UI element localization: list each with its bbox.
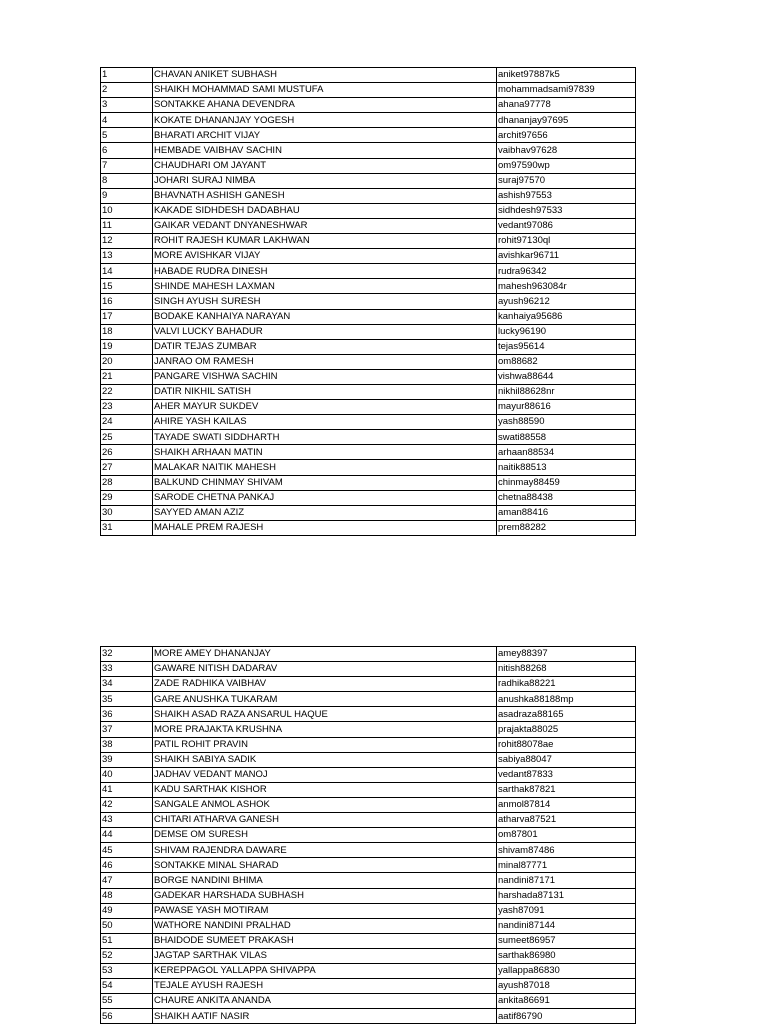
table-row <box>101 218 636 233</box>
student-table-1-body <box>101 68 636 536</box>
student-name-cell: BORGE NANDINI BHIMA <box>153 873 497 888</box>
table-row <box>101 722 636 737</box>
serial-number-cell: 30 <box>101 505 153 520</box>
student-name-cell: SANGALE ANMOL ASHOK <box>153 797 497 812</box>
serial-number-cell: 53 <box>101 963 153 978</box>
username-cell: kanhaiya95686 <box>497 309 636 324</box>
username-cell: prajakta88025 <box>497 722 636 737</box>
table-row <box>101 737 636 752</box>
student-name-cell: PATIL ROHIT PRAVIN <box>153 737 497 752</box>
username-cell: nandini87144 <box>497 918 636 933</box>
student-name-cell: MORE AVISHKAR VIJAY <box>153 249 497 264</box>
serial-number-cell: 56 <box>101 1009 153 1024</box>
serial-number-cell: 34 <box>101 677 153 692</box>
serial-number-cell: 7 <box>101 158 153 173</box>
student-name-cell: MALAKAR NAITIK MAHESH <box>153 460 497 475</box>
student-name-cell: JANRAO OM RAMESH <box>153 354 497 369</box>
table-row <box>101 460 636 475</box>
serial-number-cell: 15 <box>101 279 153 294</box>
serial-number-cell: 52 <box>101 948 153 963</box>
table-row <box>101 415 636 430</box>
username-cell: dhananjay97695 <box>497 113 636 128</box>
username-cell: aniket97887k5 <box>497 68 636 83</box>
username-cell: vishwa88644 <box>497 369 636 384</box>
username-cell: rohit88078ae <box>497 737 636 752</box>
serial-number-cell: 6 <box>101 143 153 158</box>
username-cell: chetna88438 <box>497 490 636 505</box>
serial-number-cell: 23 <box>101 400 153 415</box>
table-row <box>101 279 636 294</box>
username-cell: tejas95614 <box>497 339 636 354</box>
student-name-cell: BODAKE KANHAIYA NARAYAN <box>153 309 497 324</box>
student-table-2-body <box>101 647 636 1024</box>
username-cell: ankita86691 <box>497 994 636 1009</box>
username-cell: swati88558 <box>497 430 636 445</box>
student-name-cell: DEMSE OM SURESH <box>153 828 497 843</box>
student-name-cell: KAKADE SIDHDESH DADABHAU <box>153 203 497 218</box>
student-name-cell: SHAIKH MOHAMMAD SAMI MUSTUFA <box>153 83 497 98</box>
serial-number-cell: 20 <box>101 354 153 369</box>
student-name-cell: JAGTAP SARTHAK VILAS <box>153 948 497 963</box>
table-row <box>101 249 636 264</box>
serial-number-cell: 24 <box>101 415 153 430</box>
username-cell: yash88590 <box>497 415 636 430</box>
serial-number-cell: 27 <box>101 460 153 475</box>
student-name-cell: AHER MAYUR SUKDEV <box>153 400 497 415</box>
table-row <box>101 234 636 249</box>
username-cell: sarthak87821 <box>497 782 636 797</box>
table-row <box>101 662 636 677</box>
serial-number-cell: 25 <box>101 430 153 445</box>
username-cell: rohit97130ql <box>497 234 636 249</box>
student-name-cell: BHARATI ARCHIT VIJAY <box>153 128 497 143</box>
username-cell: nandini87171 <box>497 873 636 888</box>
serial-number-cell: 40 <box>101 767 153 782</box>
student-name-cell: SHINDE MAHESH LAXMAN <box>153 279 497 294</box>
serial-number-cell: 17 <box>101 309 153 324</box>
table-row <box>101 203 636 218</box>
serial-number-cell: 37 <box>101 722 153 737</box>
student-name-cell: KADU SARTHAK KISHOR <box>153 782 497 797</box>
student-name-cell: VALVI LUCKY BAHADUR <box>153 324 497 339</box>
username-cell: shivam87486 <box>497 843 636 858</box>
username-cell: ayush96212 <box>497 294 636 309</box>
table-row <box>101 677 636 692</box>
username-cell: suraj97570 <box>497 173 636 188</box>
serial-number-cell: 46 <box>101 858 153 873</box>
serial-number-cell: 36 <box>101 707 153 722</box>
student-name-cell: MORE AMEY DHANANJAY <box>153 647 497 662</box>
table-row <box>101 873 636 888</box>
student-name-cell: SONTAKKE AHANA DEVENDRA <box>153 98 497 113</box>
student-name-cell: SHIVAM RAJENDRA DAWARE <box>153 843 497 858</box>
username-cell: archit97656 <box>497 128 636 143</box>
table-row <box>101 475 636 490</box>
table-row <box>101 752 636 767</box>
table-row <box>101 963 636 978</box>
serial-number-cell: 28 <box>101 475 153 490</box>
student-name-cell: KEREPPAGOL YALLAPPA SHIVAPPA <box>153 963 497 978</box>
table-row <box>101 918 636 933</box>
serial-number-cell: 42 <box>101 797 153 812</box>
table-row <box>101 369 636 384</box>
table-row <box>101 430 636 445</box>
table-row <box>101 903 636 918</box>
username-cell: vedant87833 <box>497 767 636 782</box>
student-name-cell: CHAVAN ANIKET SUBHASH <box>153 68 497 83</box>
student-name-cell: CHAUDHARI OM JAYANT <box>153 158 497 173</box>
student-name-cell: CHITARI ATHARVA GANESH <box>153 813 497 828</box>
serial-number-cell: 18 <box>101 324 153 339</box>
table-row <box>101 505 636 520</box>
student-name-cell: SHAIKH ASAD RAZA ANSARUL HAQUE <box>153 707 497 722</box>
table-row <box>101 339 636 354</box>
serial-number-cell: 47 <box>101 873 153 888</box>
username-cell: mohammadsami97839 <box>497 83 636 98</box>
serial-number-cell: 44 <box>101 828 153 843</box>
student-name-cell: KOKATE DHANANJAY YOGESH <box>153 113 497 128</box>
student-name-cell: SHAIKH ARHAAN MATIN <box>153 445 497 460</box>
username-cell: prem88282 <box>497 520 636 535</box>
serial-number-cell: 9 <box>101 188 153 203</box>
student-name-cell: DATIR TEJAS ZUMBAR <box>153 339 497 354</box>
student-name-cell: PANGARE VISHWA SACHIN <box>153 369 497 384</box>
serial-number-cell: 35 <box>101 692 153 707</box>
serial-number-cell: 43 <box>101 813 153 828</box>
username-cell: vaibhav97628 <box>497 143 636 158</box>
student-name-cell: BHAIDODE SUMEET PRAKASH <box>153 933 497 948</box>
table-row <box>101 158 636 173</box>
username-cell: ashish97553 <box>497 188 636 203</box>
serial-number-cell: 33 <box>101 662 153 677</box>
username-cell: avishkar96711 <box>497 249 636 264</box>
student-name-cell: BALKUND CHINMAY SHIVAM <box>153 475 497 490</box>
table-row <box>101 98 636 113</box>
table-row <box>101 692 636 707</box>
table-row <box>101 294 636 309</box>
username-cell: lucky96190 <box>497 324 636 339</box>
table-row <box>101 647 636 662</box>
username-cell: mahesh963084r <box>497 279 636 294</box>
serial-number-cell: 22 <box>101 384 153 399</box>
username-cell: om87801 <box>497 828 636 843</box>
username-cell: arhaan88534 <box>497 445 636 460</box>
username-cell: yallappa86830 <box>497 963 636 978</box>
username-cell: minal87771 <box>497 858 636 873</box>
student-name-cell: JOHARI SURAJ NIMBA <box>153 173 497 188</box>
serial-number-cell: 5 <box>101 128 153 143</box>
serial-number-cell: 54 <box>101 979 153 994</box>
table-row <box>101 979 636 994</box>
table-row <box>101 143 636 158</box>
table-row <box>101 948 636 963</box>
username-cell: ayush87018 <box>497 979 636 994</box>
student-name-cell: AHIRE YASH KAILAS <box>153 415 497 430</box>
table-row <box>101 400 636 415</box>
table-row <box>101 445 636 460</box>
username-cell: asadraza88165 <box>497 707 636 722</box>
username-cell: sabiya88047 <box>497 752 636 767</box>
username-cell: vedant97086 <box>497 218 636 233</box>
username-cell: mayur88616 <box>497 400 636 415</box>
serial-number-cell: 21 <box>101 369 153 384</box>
serial-number-cell: 10 <box>101 203 153 218</box>
student-name-cell: TAYADE SWATI SIDDHARTH <box>153 430 497 445</box>
serial-number-cell: 55 <box>101 994 153 1009</box>
serial-number-cell: 19 <box>101 339 153 354</box>
username-cell: harshada87131 <box>497 888 636 903</box>
student-name-cell: DATIR NIKHIL SATISH <box>153 384 497 399</box>
serial-number-cell: 11 <box>101 218 153 233</box>
student-name-cell: GARE ANUSHKA TUKARAM <box>153 692 497 707</box>
table-row <box>101 188 636 203</box>
username-cell: anmol87814 <box>497 797 636 812</box>
student-table-2 <box>100 646 636 1024</box>
serial-number-cell: 3 <box>101 98 153 113</box>
username-cell: sumeet86957 <box>497 933 636 948</box>
username-cell: sidhdesh97533 <box>497 203 636 218</box>
serial-number-cell: 12 <box>101 234 153 249</box>
student-name-cell: SARODE CHETNA PANKAJ <box>153 490 497 505</box>
username-cell: anushka88188mp <box>497 692 636 707</box>
table-row <box>101 309 636 324</box>
serial-number-cell: 1 <box>101 68 153 83</box>
table-row <box>101 1009 636 1024</box>
serial-number-cell: 29 <box>101 490 153 505</box>
table-row <box>101 173 636 188</box>
serial-number-cell: 32 <box>101 647 153 662</box>
username-cell: ahana97778 <box>497 98 636 113</box>
student-name-cell: GADEKAR HARSHADA SUBHASH <box>153 888 497 903</box>
serial-number-cell: 13 <box>101 249 153 264</box>
username-cell: om88682 <box>497 354 636 369</box>
student-name-cell: CHAURE ANKITA ANANDA <box>153 994 497 1009</box>
serial-number-cell: 50 <box>101 918 153 933</box>
student-name-cell: BHAVNATH ASHISH GANESH <box>153 188 497 203</box>
table-row <box>101 858 636 873</box>
serial-number-cell: 51 <box>101 933 153 948</box>
username-cell: om97590wp <box>497 158 636 173</box>
table-row <box>101 933 636 948</box>
table-row <box>101 994 636 1009</box>
username-cell: aatif86790 <box>497 1009 636 1024</box>
student-name-cell: GAIKAR VEDANT DNYANESHWAR <box>153 218 497 233</box>
username-cell: naitik88513 <box>497 460 636 475</box>
serial-number-cell: 16 <box>101 294 153 309</box>
table-row <box>101 68 636 83</box>
serial-number-cell: 45 <box>101 843 153 858</box>
serial-number-cell: 31 <box>101 520 153 535</box>
table-row <box>101 384 636 399</box>
table-row <box>101 828 636 843</box>
student-name-cell: GAWARE NITISH DADARAV <box>153 662 497 677</box>
student-name-cell: SHAIKH SABIYA SADIK <box>153 752 497 767</box>
serial-number-cell: 8 <box>101 173 153 188</box>
table-row <box>101 354 636 369</box>
student-name-cell: MAHALE PREM RAJESH <box>153 520 497 535</box>
serial-number-cell: 14 <box>101 264 153 279</box>
serial-number-cell: 48 <box>101 888 153 903</box>
student-name-cell: HABADE RUDRA DINESH <box>153 264 497 279</box>
table-row <box>101 843 636 858</box>
table-row <box>101 113 636 128</box>
username-cell: chinmay88459 <box>497 475 636 490</box>
username-cell: aman88416 <box>497 505 636 520</box>
table-row <box>101 813 636 828</box>
student-name-cell: JADHAV VEDANT MANOJ <box>153 767 497 782</box>
table-row <box>101 767 636 782</box>
table-row <box>101 324 636 339</box>
username-cell: amey88397 <box>497 647 636 662</box>
student-name-cell: TEJALE AYUSH RAJESH <box>153 979 497 994</box>
table-row <box>101 520 636 535</box>
student-name-cell: MORE PRAJAKTA KRUSHNA <box>153 722 497 737</box>
table-row <box>101 264 636 279</box>
username-cell: nitish88268 <box>497 662 636 677</box>
username-cell: sarthak86980 <box>497 948 636 963</box>
table-row <box>101 797 636 812</box>
username-cell: rudra96342 <box>497 264 636 279</box>
student-name-cell: SINGH AYUSH SURESH <box>153 294 497 309</box>
serial-number-cell: 49 <box>101 903 153 918</box>
table-row <box>101 128 636 143</box>
student-name-cell: ZADE RADHIKA VAIBHAV <box>153 677 497 692</box>
student-name-cell: SHAIKH AATIF NASIR <box>153 1009 497 1024</box>
serial-number-cell: 38 <box>101 737 153 752</box>
student-table-1 <box>100 67 636 536</box>
table-row <box>101 782 636 797</box>
serial-number-cell: 2 <box>101 83 153 98</box>
student-name-cell: ROHIT RAJESH KUMAR LAKHWAN <box>153 234 497 249</box>
student-name-cell: HEMBADE VAIBHAV SACHIN <box>153 143 497 158</box>
student-name-cell: SONTAKKE MINAL SHARAD <box>153 858 497 873</box>
table-row <box>101 83 636 98</box>
username-cell: radhika88221 <box>497 677 636 692</box>
table-row <box>101 888 636 903</box>
username-cell: atharva87521 <box>497 813 636 828</box>
table-row <box>101 707 636 722</box>
serial-number-cell: 4 <box>101 113 153 128</box>
student-name-cell: WATHORE NANDINI PRALHAD <box>153 918 497 933</box>
username-cell: nikhil88628nr <box>497 384 636 399</box>
table-row <box>101 490 636 505</box>
student-name-cell: PAWASE YASH MOTIRAM <box>153 903 497 918</box>
student-name-cell: SAYYED AMAN AZIZ <box>153 505 497 520</box>
serial-number-cell: 39 <box>101 752 153 767</box>
serial-number-cell: 41 <box>101 782 153 797</box>
username-cell: yash87091 <box>497 903 636 918</box>
serial-number-cell: 26 <box>101 445 153 460</box>
